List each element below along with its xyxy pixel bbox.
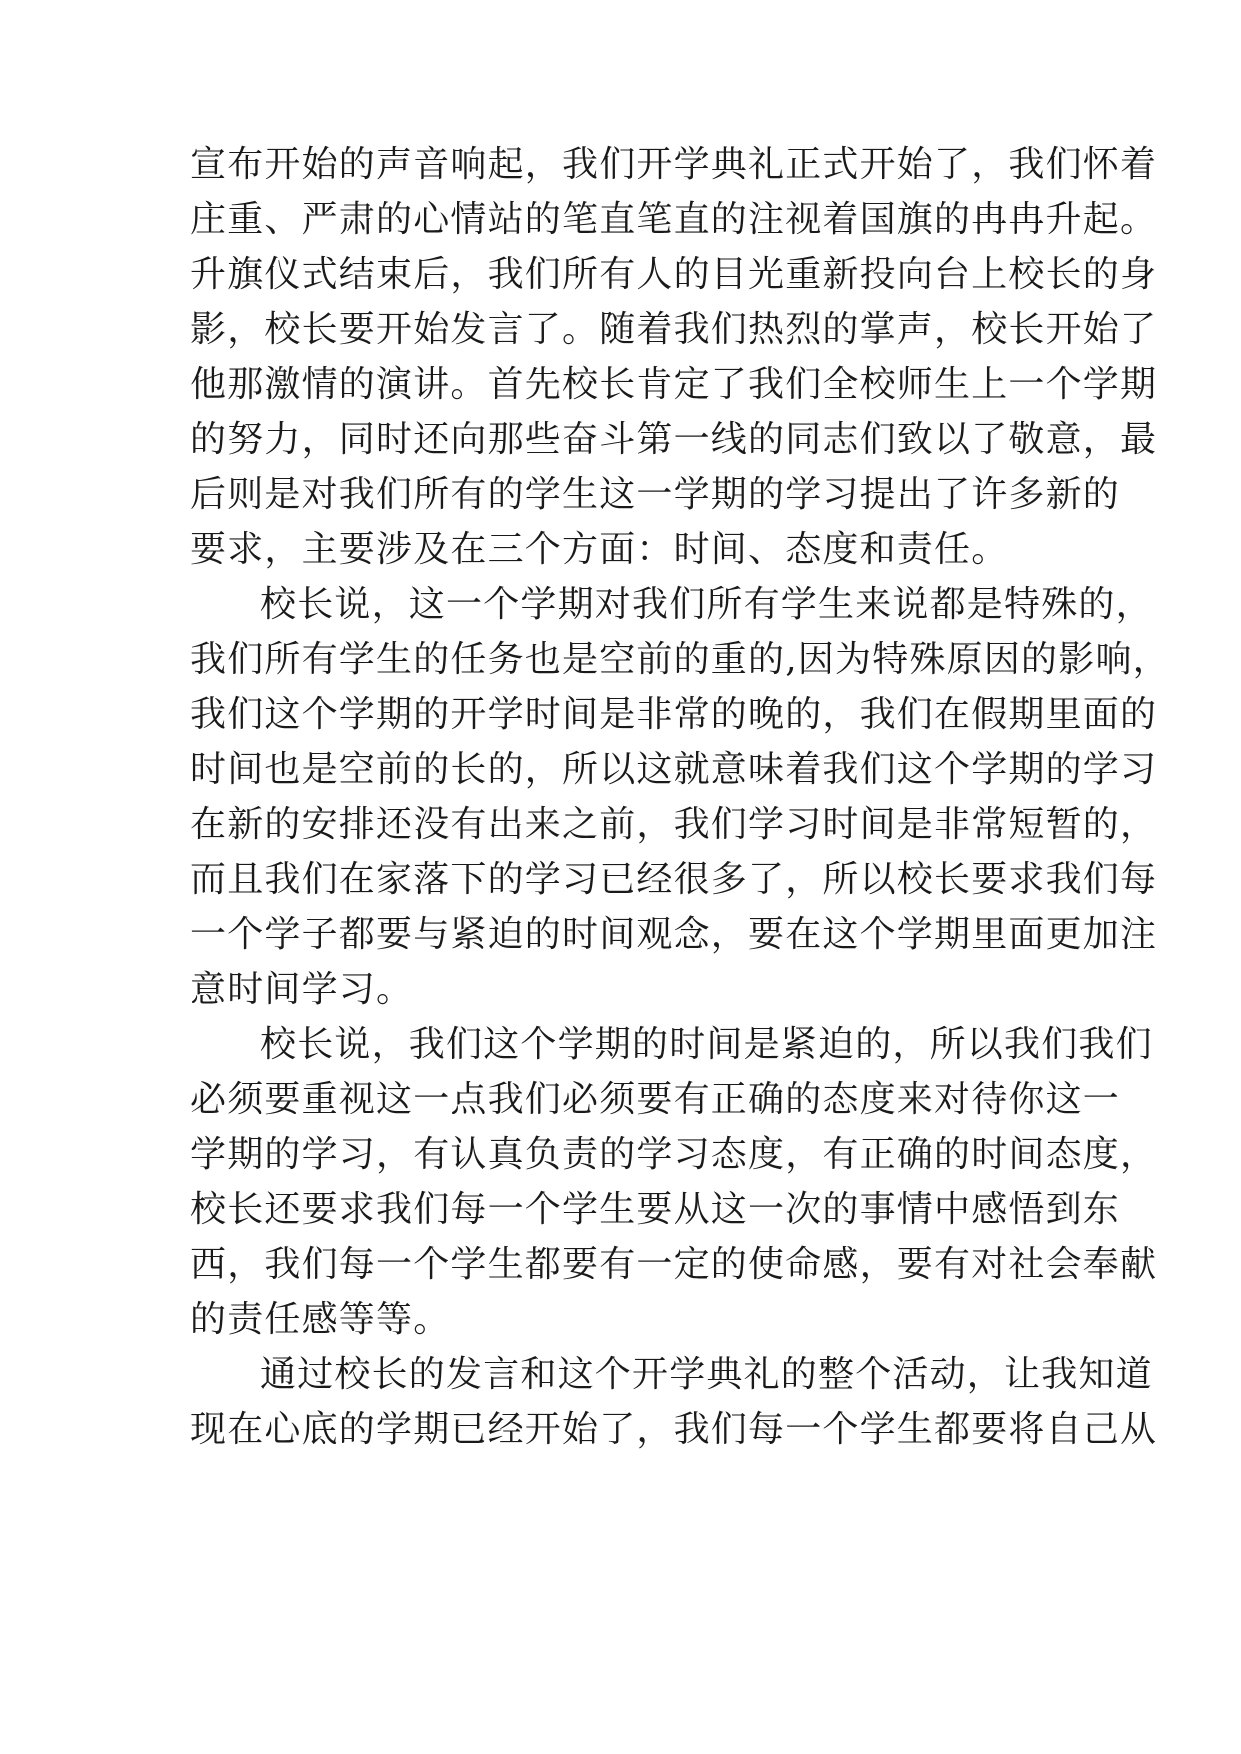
text-line: 必须要重视这一点我们必须要有正确的态度来对待你这一 — [190, 1079, 1121, 1120]
text-line: 的努力，同时还向那些奋斗第一线的同志们致以了敬意，最 — [190, 419, 1158, 460]
text-line: 我们这个学期的开学时间是非常的晚的，我们在假期里面的 — [190, 694, 1158, 735]
paragraph-first-line: 通过校长的发言和这个开学典礼的整个活动，让我知道 — [260, 1354, 1153, 1395]
text-line: 宣布开始的声音响起，我们开学典礼正式开始了，我们怀着 — [190, 144, 1158, 185]
text-line: 现在心底的学期已经开始了，我们每一个学生都要将自己从 — [190, 1409, 1158, 1450]
text-line: 的责任感等等。 — [190, 1299, 451, 1340]
text-line: 他那激情的演讲。首先校长肯定了我们全校师生上一个学期 — [190, 364, 1158, 405]
text-line: 我们所有学生的任务也是空前的重的,因为特殊原因的影响， — [190, 639, 1170, 680]
text-line: 西，我们每一个学生都要有一定的使命感，要有对社会奉献 — [190, 1244, 1158, 1285]
text-line: 时间也是空前的长的，所以这就意味着我们这个学期的学习 — [190, 749, 1158, 790]
paragraph-first-line: 校长说，我们这个学期的时间是紧迫的，所以我们我们 — [260, 1024, 1153, 1065]
text-line: 学期的学习，有认真负责的学习态度，有正确的时间态度， — [190, 1134, 1158, 1175]
text-line: 一个学子都要与紧迫的时间观念，要在这个学期里面更加注 — [190, 914, 1158, 955]
text-line: 后则是对我们所有的学生这一学期的学习提出了许多新的 — [190, 474, 1121, 515]
text-line: 而且我们在家落下的学习已经很多了，所以校长要求我们每 — [190, 859, 1158, 900]
text-line: 要求，主要涉及在三个方面：时间、态度和责任。 — [190, 529, 1009, 570]
text-line: 意时间学习。 — [190, 969, 414, 1010]
text-line: 升旗仪式结束后，我们所有人的目光重新投向台上校长的身 — [190, 254, 1158, 295]
text-line: 校长还要求我们每一个学生要从这一次的事情中感悟到东 — [190, 1189, 1121, 1230]
text-line: 庄重、严肃的心情站的笔直笔直的注视着国旗的冉冉升起。 — [190, 199, 1158, 240]
text-line: 在新的安排还没有出来之前，我们学习时间是非常短暂的， — [190, 804, 1158, 845]
text-line: 影，校长要开始发言了。随着我们热烈的掌声，校长开始了 — [190, 309, 1158, 350]
paragraph-first-line: 校长说，这一个学期对我们所有学生来说都是特殊的， — [260, 584, 1153, 625]
